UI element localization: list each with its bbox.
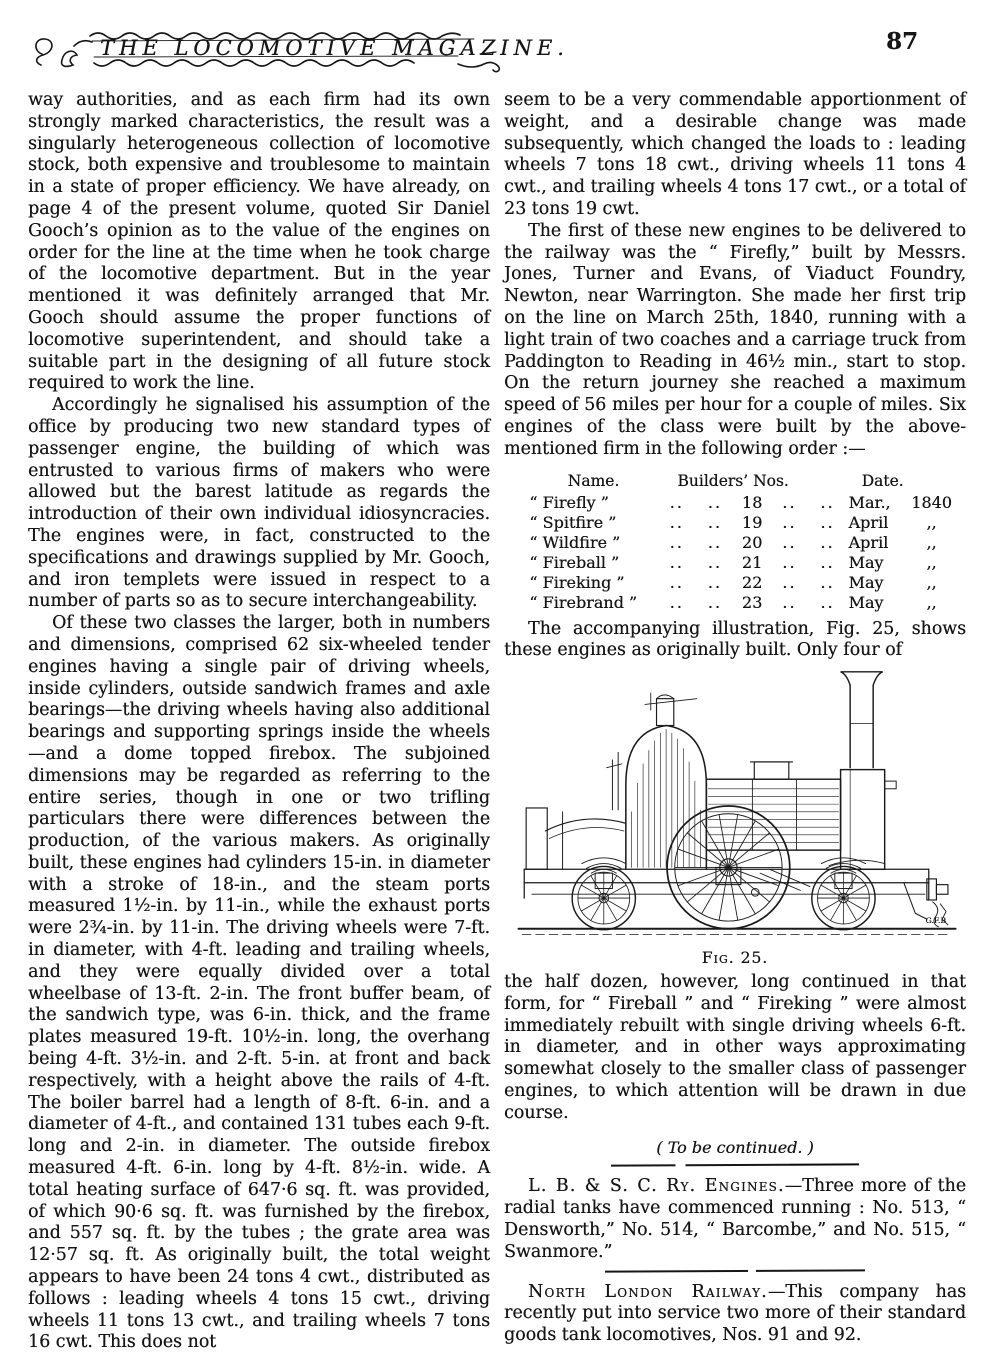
dot-leader: ..	[820, 512, 835, 532]
engraver-signature: G.F.B	[925, 916, 947, 926]
article-columns	[28, 90, 966, 1352]
dot-leader: ..	[820, 552, 835, 572]
delivery-month: Mar.,	[848, 492, 891, 512]
delivery-year: 1840	[911, 492, 952, 512]
page-number: 87	[885, 28, 918, 55]
dot-leader: ..	[782, 512, 797, 532]
paragraph: The accompanying illustration, Fig. 25, shows these engines as originally built. Only four of	[504, 618, 966, 661]
column-header-name: Name.	[567, 471, 620, 490]
dot-leader: ..	[820, 532, 835, 552]
news-item-text: —Three more of the radial tanks have commenced running : No. 513, “ Densworth,” No. 514, “ Barcombe,” and No. 515, “ Swanmore.”	[504, 1176, 967, 1262]
engine-name: “ Wildfire ”	[529, 532, 621, 552]
table-row	[513, 533, 957, 553]
delivery-year: ,,	[926, 572, 937, 592]
figure-caption: Fig. 25.	[701, 949, 769, 968]
engine-name: “ Fireball ”	[529, 552, 620, 572]
masthead-banner	[28, 24, 569, 76]
news-item-north-london	[504, 1282, 966, 1347]
delivery-year: ,,	[926, 512, 937, 532]
delivery-month: April	[848, 512, 889, 532]
table-header-row	[513, 471, 957, 493]
magazine-title: THE LOCOMOTIVE MAGAZINE.	[100, 36, 569, 61]
builders-number: 21	[741, 552, 763, 572]
dot-leader: ..	[782, 532, 797, 552]
delivery-month: May	[848, 572, 884, 592]
engine-name: “ Firebrand ”	[529, 592, 638, 612]
engine-name: “ Firefly ”	[529, 492, 609, 512]
dot-leader: ..	[669, 592, 684, 612]
dot-leader: ..	[820, 492, 835, 512]
news-item-lead: L. B. & S. C. Ry. Engines.	[528, 1176, 785, 1197]
paragraph: Accordingly he signalised his assumption of the office by producing two new standard types of passenger engine, the building of which was entrusted to various firms of makers who were allowed but the barest latitude as regards the introduction of their own individual idiosyncracies. The engines were, in fact, constructed to the specifications and drawings supplied by Mr. Gooch, and iron templets were issued in respect to a number of parts so as to secure interchangeability.	[28, 395, 490, 612]
dot-leader: ..	[707, 492, 722, 512]
dot-leader: ..	[782, 552, 797, 572]
delivery-month: April	[848, 532, 889, 552]
table-row	[513, 573, 957, 593]
dot-leader: ..	[820, 592, 835, 612]
builders-number: 20	[741, 532, 763, 552]
paragraph: Of these two classes the larger, both in numbers and dimensions, comprised 62 six-wheeled tender engines having a single pair of driving wheels, inside cylinders, outside sandwich frames and axle bearings—the driving wheels having also additional bearings and supporting springs inside the wheels—and a dome topped firebox. The subjoined dimensions may be regarded as referring to the entire series, though in one or two trifling particulars there were differences between the production, of the various makers. As originally built, these engines had cylinders 15-in. in diameter with a stroke of 18-in., and the steam ports measured 1½-in. by 11-in., while the exhaust ports were 2¾-in. by 11-in. The driving wheels were 7-ft. in diameter, with 4-ft. leading and trailing wheels, and they were equally divided over a total wheelbase of 13-ft. 2-in. The front buffer beam, of the sandwich type, was 6-in. thick, and the frame plates measured 19-ft. 10½-in. long, the overhang being 4-ft. 3½-in. and 2-ft. 5-in. at front and back respectively, with a height above the rails of 4-ft. The boiler barrel had a length of 8-ft. 6-in. and a diameter of 4-ft., and contained 131 tubes each 9-ft. long and 2-in. in diameter. The outside firebox measured 4-ft. 6-in. long by 4-ft. 8½-in. wide. A total heating surface of 647·6 sq. ft. was provided, of which 90·6 sq. ft. was furnished by the firebox, and 557 sq. ft. by the tubes ; the grate area was 12·57 sq. ft. As originally built, the total weight appears to have been 24 tons 4 cwt., distributed as follows : leading wheels 4 tons 15 cwt., driving wheels 11 tons 13 cwt., and trailing wheels 7 tons 16 cwt. This does not	[28, 613, 490, 1352]
to-be-continued: ( To be continued. )	[656, 1137, 814, 1157]
paragraph: The first of these new engines to be delivered to the railway was the “ Firefly,” built by Messrs. Jones, Turner and Evans, of Viaduct Foundry, Newton, near Warrington. She made her first trip on the line on March 25th, 1840, running with a light train of two coaches and a carriage truck from Paddington to Reading in 46½ min., start to stop. On the return journey she reached a maximum speed of 56 miles per hour for a couple of miles. Six engines of the class were built by the above-mentioned firm in the following order :—	[504, 220, 966, 459]
engine-name: “ Fireking ”	[529, 572, 625, 592]
section-divider	[605, 1269, 865, 1272]
table-row	[513, 593, 957, 613]
dot-leader: ..	[707, 572, 722, 592]
dot-leader: ..	[669, 492, 684, 512]
dot-leader: ..	[707, 592, 722, 612]
column-header-builders-nos: Builders’ Nos.	[677, 471, 789, 490]
builders-number: 19	[741, 512, 763, 532]
right-column	[504, 90, 966, 1352]
section-divider	[611, 1164, 859, 1167]
dot-leader: ..	[669, 552, 684, 572]
delivery-year: ,,	[926, 532, 937, 552]
news-item-lbsc	[504, 1176, 966, 1263]
table-row	[513, 493, 957, 513]
dot-leader: ..	[782, 492, 797, 512]
left-column	[28, 90, 490, 1352]
news-item-lead: North London Railway.	[528, 1281, 768, 1302]
paragraph: the half dozen, however, long continued in that form, for “ Fireball ” and “ Fireking ” were almost immediately rebuilt with single driving wheels 6-ft. in diameter, and in other ways approximating somewhat closely to the smaller class of passenger engines, to which attention will be drawn in due course.	[504, 971, 966, 1123]
paragraph: seem to be a very commendable apportionment of weight, and a desirable change was made subsequently, which changed the loads to : leading wheels 7 tons 18 cwt., driving wheels 11 tons 4 cwt., and trailing wheels 4 tons 17 cwt., or a total of 23 tons 19 cwt.	[504, 90, 966, 219]
page-header	[28, 18, 966, 80]
delivery-year: ,,	[926, 592, 937, 612]
builders-number: 22	[741, 572, 763, 592]
column-header-date: Date.	[861, 471, 904, 490]
engine-name: “ Spitfire ”	[529, 512, 617, 532]
dot-leader: ..	[782, 592, 797, 612]
delivery-month: May	[848, 552, 884, 572]
table-row	[513, 553, 957, 573]
dot-leader: ..	[782, 572, 797, 592]
paragraph: way authorities, and as each firm had its own strongly marked characteristics, the result was a singularly heterogeneous collection of locomotive stock, both expensive and troublesome to maintain in a state of proper efficiency. We have already, on page 4 of the present volume, quoted Sir Daniel Gooch’s opinion as to the value of the engines on order for the line at the time when he took charge of the locomotive department. But in the year mentioned it was definitely arranged that Mr. Gooch should assume the proper functions of locomotive superintendent, and should take a suitable part in the designing of all future stock required to work the line.	[28, 90, 490, 394]
dot-leader: ..	[669, 532, 684, 552]
locomotive-illustration	[504, 668, 972, 946]
delivery-year: ,,	[926, 552, 937, 572]
delivery-month: May	[848, 592, 884, 612]
dot-leader: ..	[820, 572, 835, 592]
builders-number: 18	[741, 492, 763, 512]
news-item-text: —This company has recently put into service two more of their standard goods tank locomotives, Nos. 91 and 92.	[504, 1281, 966, 1346]
dot-leader: ..	[669, 512, 684, 532]
builders-number: 23	[741, 592, 763, 612]
engine-delivery-table	[513, 471, 957, 613]
dot-leader: ..	[707, 512, 722, 532]
dot-leader: ..	[669, 572, 684, 592]
table-row	[513, 513, 957, 533]
dot-leader: ..	[707, 552, 722, 572]
dot-leader: ..	[707, 532, 722, 552]
figure-25	[504, 668, 966, 970]
